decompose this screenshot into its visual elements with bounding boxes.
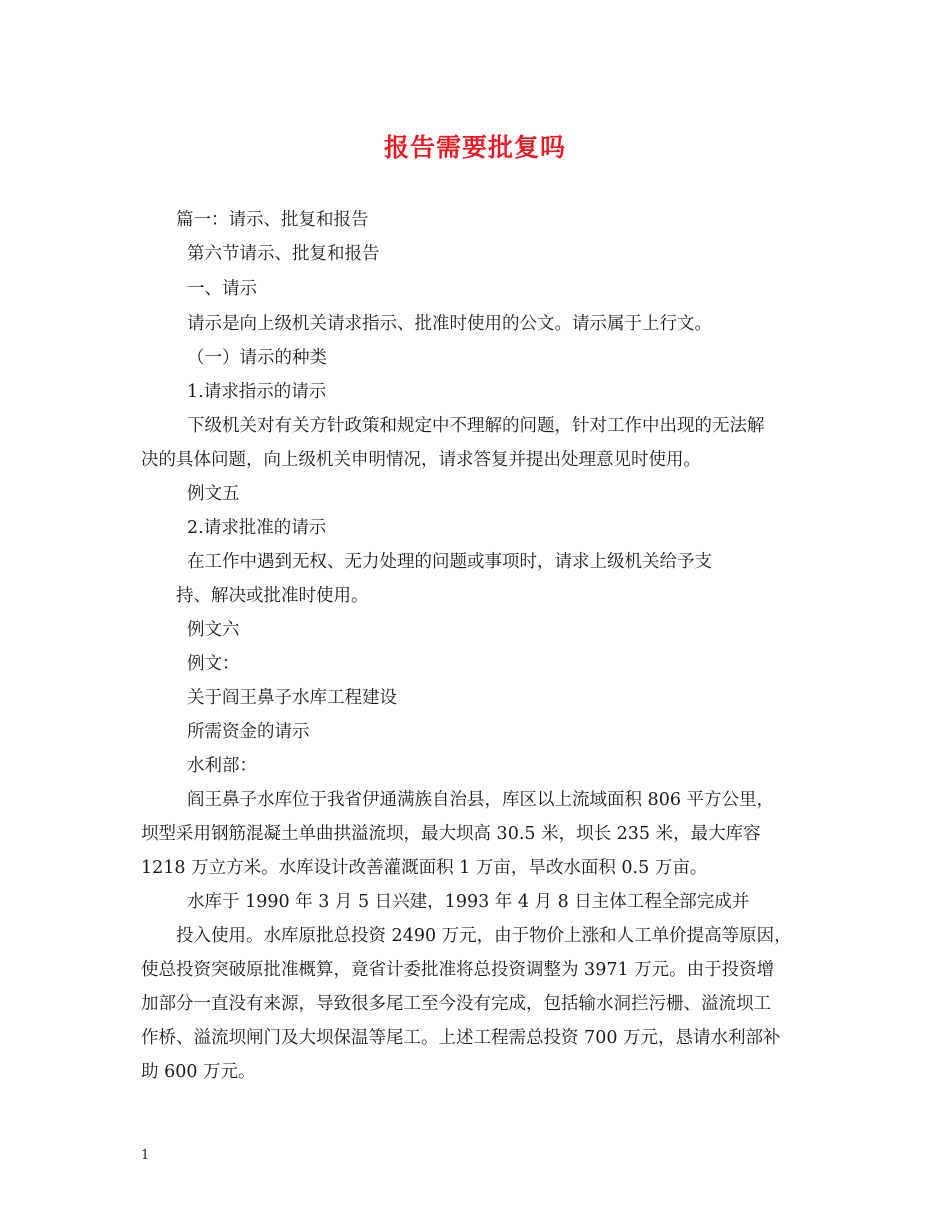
heading-instruction-request: 1.请求指示的请示 [187,382,327,402]
page-number: 1 [141,1148,150,1163]
example-title-line: 所需资金的请示 [187,722,310,742]
paragraph-line: 投入使用。水库原批总投资 2490 万元，由于物价上涨和人工单价提高等原因， [176,926,792,946]
paragraph-line: 加部分一直没有来源，导致很多尾工至今没有完成，包括输水洞拦污栅、溢流坝工 [141,994,771,1014]
paragraph-line: 下级机关对有关方针政策和规定中不理解的问题，针对工作中出现的无法解 [187,416,765,436]
paragraph-line: 助 600 万元。 [141,1062,256,1082]
subsection-heading: 第六节请示、批复和报告 [187,244,380,264]
heading-approval-request: 2.请求批准的请示 [187,518,327,538]
heading-request: 一、请示 [187,279,257,299]
paragraph-line: 水库于 1990 年 3 月 5 日兴建，1993 年 4 月 8 日主体工程全部完成并 [187,892,750,912]
paragraph-line: 作桥、溢流坝闸门及大坝保温等尾工。上述工程需总投资 700 万元，恳请水利部补 [141,1028,781,1048]
paragraph-line: 持、解决或批准时使用。 [176,586,369,606]
example-label: 例文： [187,654,240,674]
section-heading: 篇一：请示、批复和报告 [176,210,369,230]
paragraph-line: 使总投资突破原批准概算，竟省计委批准将总投资调整为 3971 万元。由于投资增 [141,960,775,980]
addressee: 水利部： [187,756,257,776]
example-label: 例文六 [187,620,240,640]
example-label: 例文五 [187,484,240,504]
paragraph-line: 1218 万立方米。水库设计改善灌溉面积 1 万亩，旱改水面积 0.5 万亩。 [141,858,708,878]
example-title-line: 关于阎王鼻子水库工程建设 [187,688,397,708]
document-title: 报告需要批复吗 [383,133,566,162]
paragraph-line: 在工作中遇到无权、无力处理的问题或事项时，请求上级机关给予支 [187,552,712,572]
paragraph-line: 决的具体问题，向上级机关申明情况，请求答复并提出处理意见时使用。 [141,450,701,470]
paragraph-line: 请示是向上级机关请求指示、批准时使用的公文。请示属于上行文。 [187,314,712,334]
heading-request-types: （一）请示的种类 [187,348,327,368]
paragraph-line: 阎王鼻子水库位于我省伊通满族自治县，库区以上流域面积 806 平方公里， [187,790,775,810]
paragraph-line: 坝型采用钢筋混凝土单曲拱溢流坝，最大坝高 30.5 米，坝长 235 米，最大库容 [141,824,761,844]
